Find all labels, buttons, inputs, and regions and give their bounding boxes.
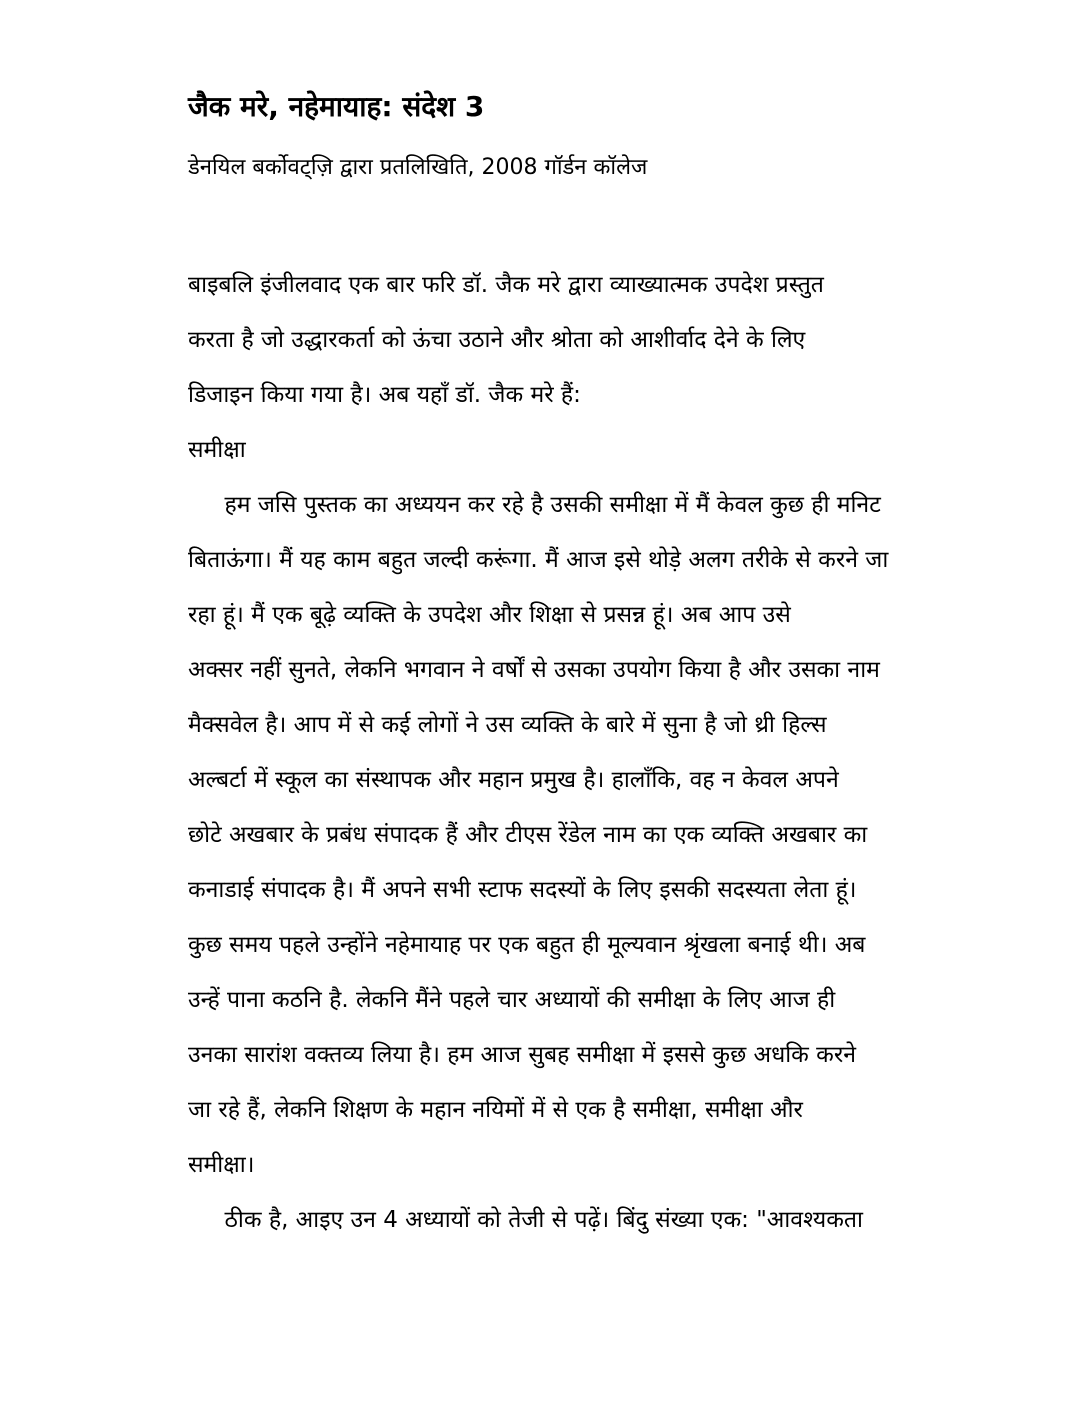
paragraph-point-one bbox=[188, 1193, 950, 1248]
text-line: समीक्षा bbox=[188, 437, 246, 463]
document-title: जैक मरे, नहेमायाह: संदेश 3 bbox=[188, 90, 485, 123]
text-line: अक्सर नहीं सुनते, लेकनि भगवान ने वर्षों से उसका उपयोग किया है और उसका नाम bbox=[188, 657, 880, 683]
text-line: जा रहे हैं, लेकनि शिक्षण के महान नयिमों में से एक है समीक्षा, समीक्षा और bbox=[188, 1097, 803, 1123]
text-line: कनाडाई संपादक है। मैं अपने सभी स्टाफ सदस्यों के लिए इसकी सदस्यता लेता हूं। bbox=[188, 877, 857, 903]
document-body bbox=[188, 258, 950, 1248]
text-line: कुछ समय पहले उन्होंने नहेमायाह पर एक बहुत ही मूल्यवान श्रृंखला बनाई थी। अब bbox=[188, 932, 866, 958]
text-line: डिजाइन किया गया है। अब यहाँ डॉ. जैक मरे हैं: bbox=[188, 382, 581, 408]
text-line: बिताऊंगा। मैं यह काम बहुत जल्दी करूंगा. मैं आज इसे थोड़े अलग तरीके से करने जा bbox=[188, 547, 889, 573]
paragraph-review-body bbox=[188, 478, 950, 1193]
text-line: उनका सारांश वक्तव्य लिया है। हम आज सुबह समीक्षा में इससे कुछ अधकि करने bbox=[188, 1042, 856, 1068]
text-line: करता है जो उद्धारकर्ता को ऊंचा उठाने और श्रोता को आशीर्वाद देने के लिए bbox=[188, 327, 806, 353]
text-line: हम जसि पुस्तक का अध्ययन कर रहे है उसकी समीक्षा में मैं केवल कुछ ही मनिट bbox=[188, 492, 881, 518]
paragraph-review-heading bbox=[188, 423, 950, 478]
text-line: रहा हूं। मैं एक बूढ़े व्यक्ति के उपदेश और शिक्षा से प्रसन्न हूं। अब आप उसे bbox=[188, 602, 791, 628]
text-line: मैक्सवेल है। आप में से कई लोगों ने उस व्यक्ति के बारे में सुना है जो थ्री हिल्स bbox=[188, 712, 827, 738]
text-line: ठीक है, आइए उन 4 अध्यायों को तेजी से पढ़ें। बिंदु संख्या एक: "आवश्यकता bbox=[188, 1207, 863, 1233]
text-line: उन्हें पाना कठनि है. लेकनि मैंने पहले चार अध्यायों की समीक्षा के लिए आज ही bbox=[188, 987, 836, 1013]
document-subtitle: डेनयिल बर्कोवट्ज़ि द्वारा प्रतलिखिति, 2008 गॉर्डन कॉलेज bbox=[188, 155, 648, 180]
text-line: बाइबलि इंजीलवाद एक बार फरि डॉ. जैक मरे द्वारा व्याख्यात्मक उपदेश प्रस्तुत bbox=[188, 272, 824, 298]
text-line: समीक्षा। bbox=[188, 1152, 255, 1178]
paragraph-intro bbox=[188, 258, 950, 423]
text-line: अल्बर्टा में स्कूल का संस्थापक और महान प्रमुख है। हालाँकि, वह न केवल अपने bbox=[188, 767, 839, 793]
text-line: छोटे अखबार के प्रबंध संपादक हैं और टीएस रेंडेल नाम का एक व्यक्ति अखबार का bbox=[188, 822, 868, 848]
